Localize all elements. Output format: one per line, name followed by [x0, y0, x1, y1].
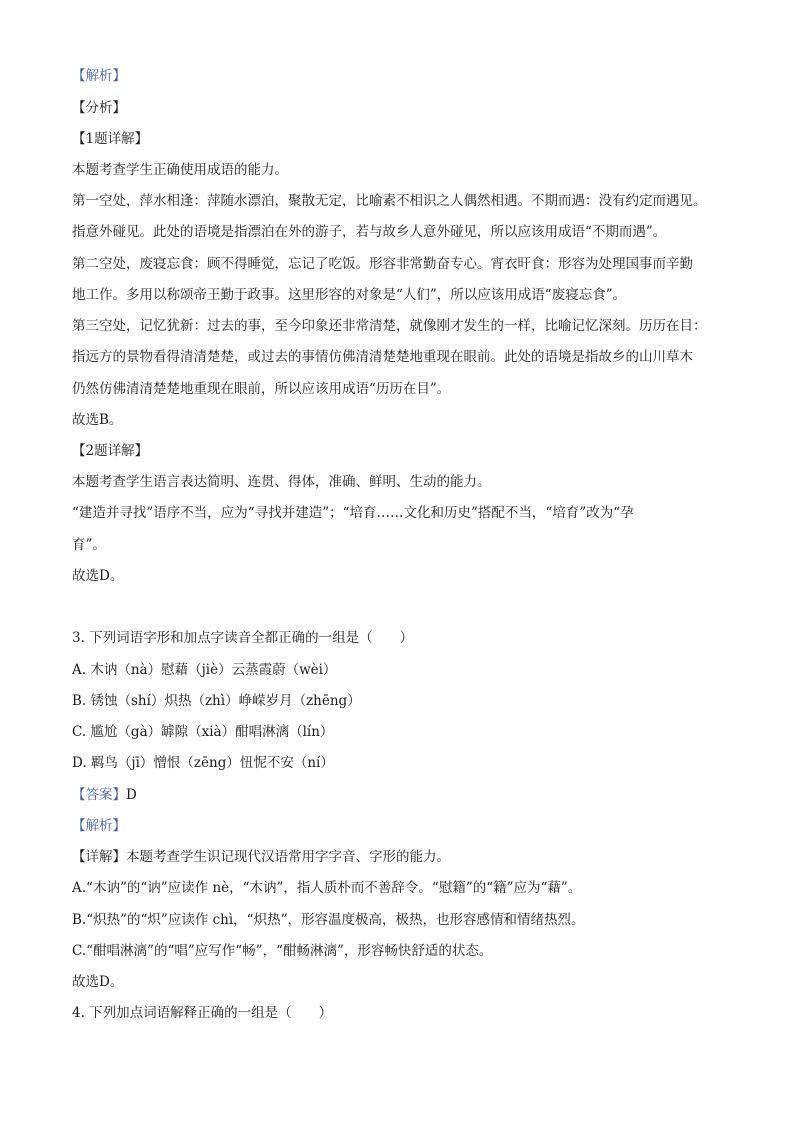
text-line: 第三空处，记忆犹新：过去的事，至今印象还非常清楚，就像刚才发生的一样，比喻记忆深刻。历历在目：: [72, 318, 707, 334]
text-line: D. 羁鸟（jī）憎恨（zēng）忸怩不安（ní）: [72, 755, 334, 771]
text-line: 地工作。多用以称颂帝王勤于政事。这里形容的对象是“人们”，所以应该用成语“废寝忘食”。: [72, 287, 627, 303]
text-line: 4. 下列加点词语解释正确的一组是（ ）: [72, 1005, 333, 1021]
text-line: A.“木讷”的“讷”应读作 nè，“木讷”，指人质朴而不善辞令。“慰籍”的“籍”应为“藉”。: [72, 880, 582, 896]
text-line: B.“炽热”的“炽”应读作 chì，“炽热”，形容温度极高，极热，也形容感情和情绪热烈。: [72, 912, 585, 928]
text-line: 【2题详解】: [72, 443, 149, 459]
text-line: 故选B。: [72, 412, 123, 428]
text-line: 【分析】: [72, 100, 126, 116]
text-line: 指远方的景物看得清清楚楚，或过去的事情仿佛清清楚楚地重现在眼前。此处的语境是指故乡的山川草木: [72, 349, 693, 365]
text-line: 【解析】: [72, 68, 126, 84]
text-line: C. 尴尬（gà）罅隙（xià）酣唱淋漓（lín）: [72, 724, 334, 740]
text-line: 育”。: [72, 537, 106, 553]
text-line: C.“酣唱淋漓”的“唱”应写作“畅”，“酣畅淋漓”，形容畅快舒适的状态。: [72, 943, 493, 959]
text-line: 本题考查学生正确使用成语的能力。: [72, 162, 288, 178]
text-line: 【详解】本题考查学生识记现代汉语常用字字音、字形的能力。: [72, 849, 450, 865]
text-line: A. 木讷（nà）慰藉（jiè）云蒸霞蔚（wèi）: [72, 662, 337, 678]
answer-label: 【答案】: [72, 787, 126, 803]
text-line: 本题考查学生语言表达简明、连贯、得体，准确、鲜明、生动的能力。: [72, 474, 491, 490]
text-line: 故选D。: [72, 568, 124, 584]
text-line: 指意外碰见。此处的语境是指漂泊在外的游子，若与故乡人意外碰见，所以应该用成语“不期而遇”。: [72, 224, 667, 240]
text-line: B. 锈蚀（shí）炽热（zhì）峥嵘岁月（zhēng）: [72, 693, 361, 709]
text-line: 【1题详解】: [72, 131, 149, 147]
text-line: 故选D。: [72, 974, 124, 990]
text-line: 【解析】: [72, 818, 126, 834]
text-line: 仍然仿佛清清楚楚地重现在眼前，所以应该用成语“历历在目”。: [72, 381, 451, 397]
text-line: [72, 785, 137, 805]
text-line: 3. 下列词语字形和加点字读音全都正确的一组是（ ）: [72, 630, 414, 646]
text-line: 第二空处，废寝忘食：顾不得睡觉，忘记了吃饭。形容非常勤奋专心。宵衣旰食：形容为处理国事而辛勤: [72, 256, 693, 272]
text-line: 第一空处，萍水相逢：萍随水漂泊，聚散无定，比喻素不相识之人偶然相遇。不期而遇：没有约定而遇见。: [72, 193, 707, 209]
text-line: “建造并寻找”语序不当，应为“寻找并建造”；“培育……文化和历史”搭配不当，“培育”改为“孕: [72, 505, 634, 521]
answer-value: D: [126, 787, 137, 803]
